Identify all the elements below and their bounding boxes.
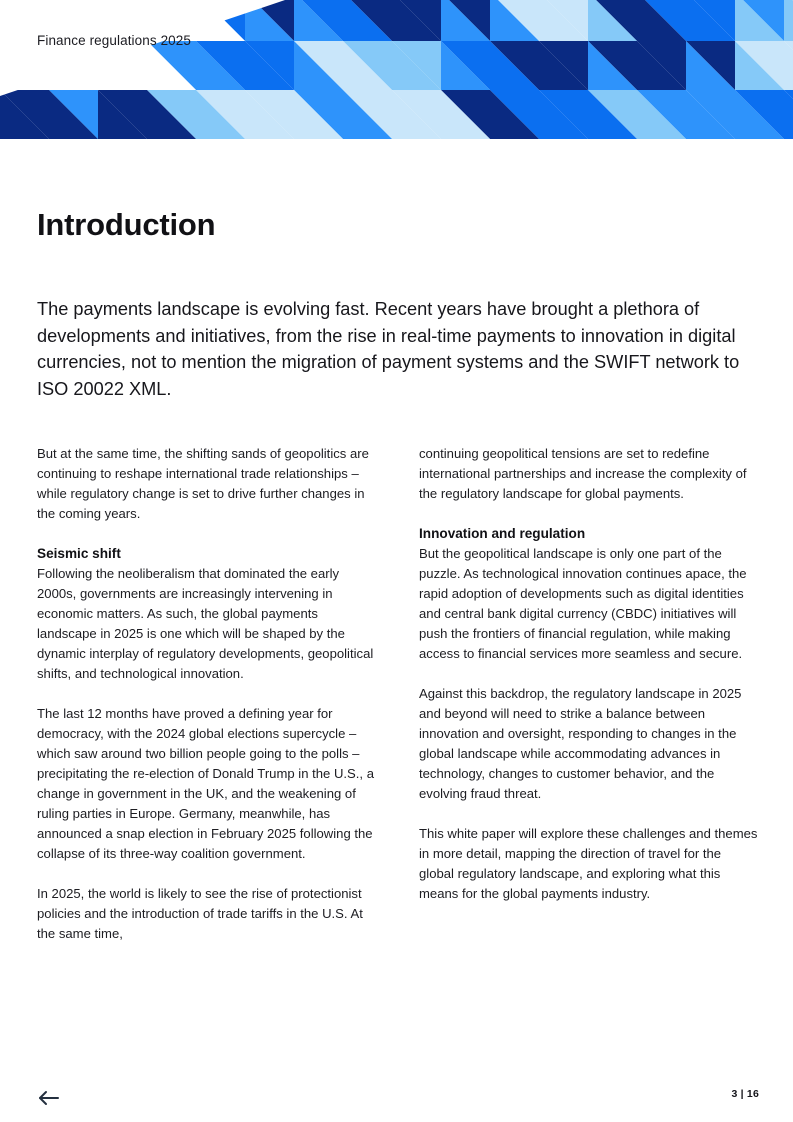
back-button[interactable] — [35, 1085, 61, 1111]
arrow-left-icon — [37, 1090, 59, 1106]
right-paragraph-3: This white paper will explore these challenges and themes in more detail, mapping the direction of travel for the global regulatory landscape, and exploring what this means for the global payments industry. — [419, 826, 758, 901]
right-intro-paragraph: continuing geopolitical tensions are set to redefine international partnerships and increase the complexity of the regulatory landscape for global payments. — [419, 446, 747, 501]
left-column — [37, 444, 376, 944]
left-intro-paragraph: But at the same time, the shifting sands of geopolitics are continuing to reshape international trade relationships – while regulatory change is set to drive further changes in the coming years. — [37, 446, 369, 521]
page-title: Introduction — [37, 207, 216, 242]
left-section-heading: Seismic shift — [37, 546, 121, 561]
two-column-body — [37, 444, 759, 944]
right-paragraph-1: But the geopolitical landscape is only one part of the puzzle. As technological innovation continues apace, the rapid adoption of developments such as digital identities and central bank digital currency (CBDC) initiatives will push the frontiers of financial regulation, while making access to financial services more seamless and secure. — [419, 546, 747, 661]
left-paragraph-2: The last 12 months have proved a defining year for democracy, with the 2024 global elections supercycle – which saw around two billion people going to the polls – precipitating the re-election of Donald Trump in the U.S., a change in government in the UK, and the weakening of ruling parties in Europe. Germany, meanwhile, has announced a snap election in February 2025 following the collapse of its three-way coalition government. — [37, 706, 374, 861]
running-title: Finance regulations 2025 — [37, 33, 192, 48]
right-paragraph-2: Against this backdrop, the regulatory landscape in 2025 and beyond will need to strike a balance between innovation and oversight, responding to changes in the global landscape while accommodating advances in technology, changes to customer behavior, and the evolving fraud threat. — [419, 686, 742, 801]
header-banner — [0, 0, 793, 139]
lead-paragraph: The payments landscape is evolving fast. Recent years have brought a plethora of developments and initiatives, from the rise in real-time payments to innovation in digital currencies, not to mention the migration of payment systems and the SWIFT network to ISO 20022 XML. — [37, 299, 740, 400]
right-section-heading: Innovation and regulation — [419, 526, 586, 541]
page-indicator: 3 | 16 — [731, 1088, 759, 1100]
right-column — [419, 444, 758, 944]
left-paragraph-3: In 2025, the world is likely to see the rise of protectionist policies and the introduction of trade tariffs in the U.S. At the same time, — [37, 886, 363, 941]
left-paragraph-1: Following the neoliberalism that dominated the early 2000s, governments are increasingly intervening in economic matters. As such, the global payments landscape in 2025 is one which will be shaped by the dynamic interplay of regulatory developments, geopolitical shifts, and technological innovation. — [37, 566, 374, 681]
banner-pattern-graphic — [0, 0, 793, 139]
